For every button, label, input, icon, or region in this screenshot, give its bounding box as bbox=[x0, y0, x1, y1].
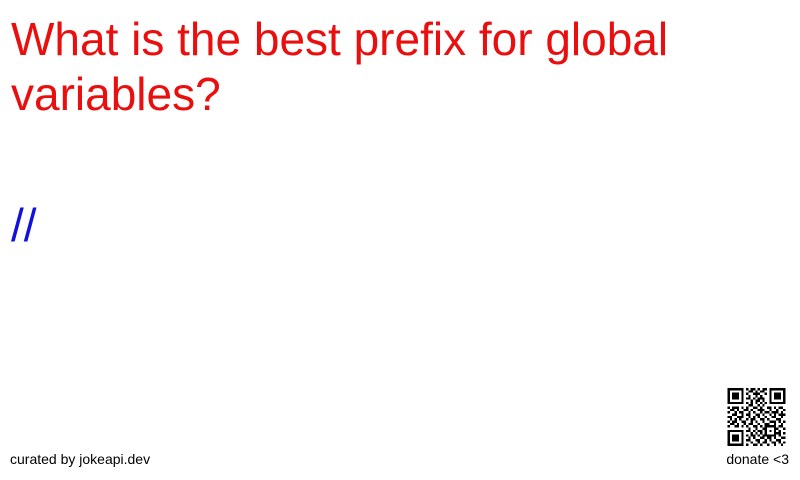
joke-delivery: // bbox=[11, 199, 37, 251]
donate-link[interactable]: donate <3 bbox=[726, 451, 789, 467]
curated-by-credit: curated by jokeapi.dev bbox=[10, 451, 151, 467]
joke-setup: What is the best prefix for global variables? bbox=[11, 13, 669, 120]
donate-qr-code bbox=[727, 388, 786, 446]
